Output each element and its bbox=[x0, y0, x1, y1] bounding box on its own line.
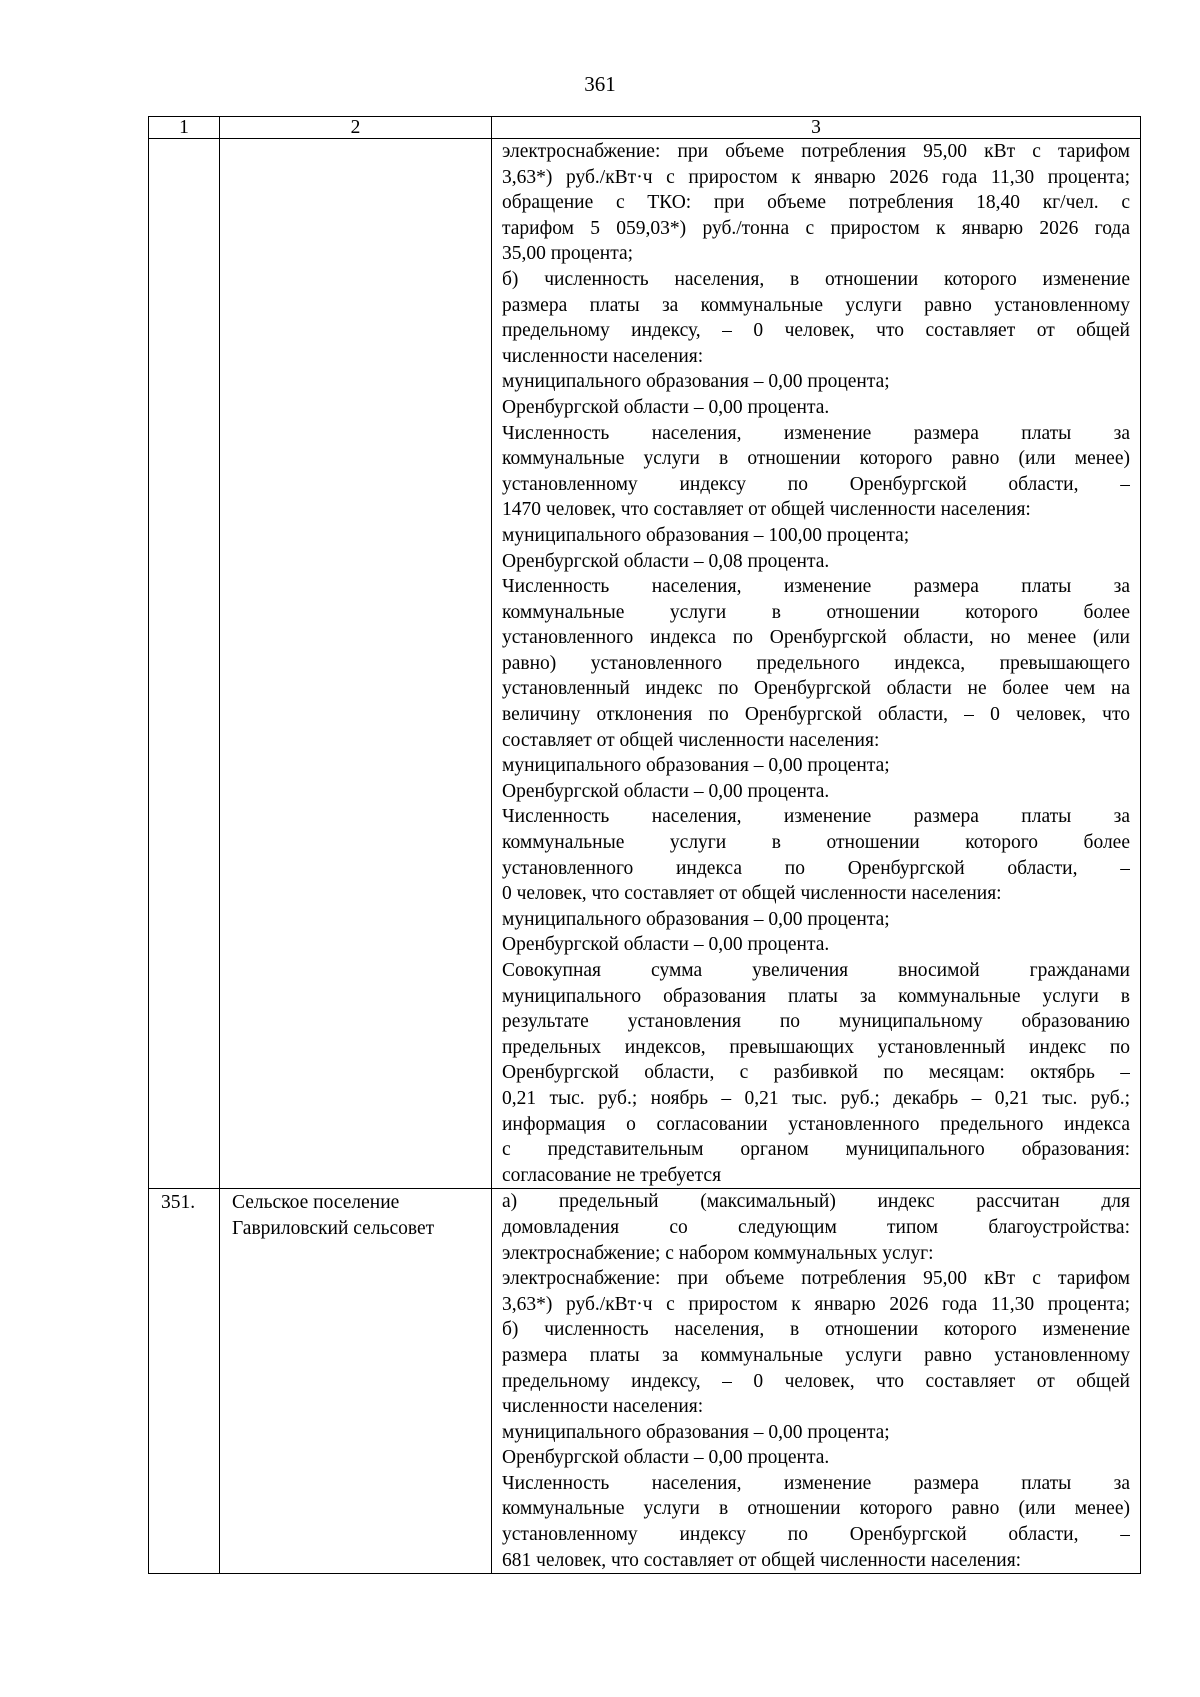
description-line: предельному индексу, – 0 человек, что составляет от общей bbox=[502, 1370, 1130, 1392]
tariff-description bbox=[492, 139, 1141, 1189]
description-line: 681 человек, что составляет от общей численности населения: bbox=[502, 1549, 1022, 1571]
description-line: Численность населения, изменение размера платы за bbox=[502, 1472, 1130, 1494]
description-line: Оренбургской области – 0,00 процента. bbox=[502, 396, 830, 418]
data-table bbox=[148, 116, 1141, 1574]
description-line: с представительным органом муниципального образования: bbox=[502, 1139, 1130, 1161]
municipality-name-line: Сельское поселение bbox=[232, 1192, 400, 1214]
column-header-1: 1 bbox=[149, 117, 220, 139]
description-line: предельному индексу, – 0 человек, что составляет от общей bbox=[502, 320, 1130, 342]
description-line: величину отклонения по Оренбургской области, – 0 человек, что bbox=[502, 704, 1130, 726]
description-line: Оренбургской области – 0,00 процента. bbox=[502, 934, 830, 956]
description-line: численности населения: bbox=[502, 1396, 704, 1418]
description-line: б) численность населения, в отношении которого изменение bbox=[502, 268, 1130, 290]
description-line: Численность населения, изменение размера платы за bbox=[502, 422, 1130, 444]
description-line: муниципального образования – 0,00 процента; bbox=[502, 755, 890, 777]
description-line: тарифом 5 059,03*) руб./тонна с приростом к январю 2026 года bbox=[502, 217, 1130, 239]
column-header-3: 3 bbox=[492, 117, 1141, 139]
description-line: численности населения: bbox=[502, 345, 704, 367]
description-line: результате установления по муниципальному образованию bbox=[502, 1011, 1130, 1033]
description-line: размера платы за коммунальные услуги равно установленному bbox=[502, 294, 1130, 316]
description-line: коммунальные услуги в отношении которого более bbox=[502, 601, 1130, 623]
table-row bbox=[149, 1189, 1141, 1574]
header-row bbox=[149, 117, 1141, 139]
description-line: установленному индексу по Оренбургской области, – bbox=[502, 1524, 1130, 1546]
municipality-name-line: Гавриловский сельсовет bbox=[232, 1217, 435, 1239]
description-line: 0,21 тыс. руб.; ноябрь – 0,21 тыс. руб.; декабрь – 0,21 тыс. руб.; bbox=[502, 1087, 1130, 1109]
description-line: б) численность населения, в отношении которого изменение bbox=[502, 1319, 1130, 1341]
description-line: электроснабжение: при объеме потребления 95,00 кВт с тарифом bbox=[502, 141, 1130, 162]
column-header-2: 2 bbox=[220, 117, 492, 139]
description-line: а) предельный (максимальный) индекс рассчитан для bbox=[502, 1191, 1130, 1213]
description-line: муниципального образования платы за коммунальные услуги в bbox=[502, 985, 1130, 1007]
description-line: Оренбургской области – 0,08 процента. bbox=[502, 550, 830, 572]
description-line: обращение с ТКО: при объеме потребления 18,40 кг/чел. с bbox=[502, 192, 1130, 214]
tariff-description bbox=[492, 1189, 1141, 1574]
municipality-name bbox=[220, 139, 492, 1189]
description-line: коммунальные услуги в отношении которого равно (или менее) bbox=[502, 1498, 1130, 1520]
description-line: согласование не требуется bbox=[502, 1164, 722, 1186]
description-line: муниципального образования – 0,00 процента; bbox=[502, 371, 890, 393]
description-line: 35,00 процента; bbox=[502, 243, 634, 265]
row-number: 351. bbox=[149, 1189, 220, 1574]
page-number: 361 bbox=[584, 72, 616, 96]
description-line: Численность населения, изменение размера платы за bbox=[502, 806, 1130, 828]
description-line: муниципального образования – 0,00 процента; bbox=[502, 1421, 890, 1443]
description-line: установленный индекс по Оренбургской области не более чем на bbox=[502, 678, 1130, 700]
description-line: муниципального образования – 0,00 процента; bbox=[502, 908, 890, 930]
row-number bbox=[149, 139, 220, 1189]
description-line: коммунальные услуги в отношении которого более bbox=[502, 832, 1130, 854]
description-line: Оренбургской области, с разбивкой по месяцам: октябрь – bbox=[502, 1062, 1130, 1084]
description-line: равно) установленного предельного индекса, превышающего bbox=[502, 652, 1130, 674]
description-line: установленного индекса по Оренбургской области, – bbox=[502, 857, 1130, 879]
description-line: 0 человек, что составляет от общей численности населения: bbox=[502, 883, 1002, 905]
description-line: электроснабжение; с набором коммунальных услуг: bbox=[502, 1242, 934, 1264]
description-line: электроснабжение: при объеме потребления 95,00 кВт с тарифом bbox=[502, 1268, 1130, 1290]
description-line: информация о согласовании установленного предельного индекса bbox=[502, 1113, 1130, 1135]
description-line: Совокупная сумма увеличения вносимой гражданами bbox=[502, 960, 1130, 981]
description-line: домовладения со следующим типом благоустройства: bbox=[502, 1216, 1130, 1238]
table-row bbox=[149, 139, 1141, 1189]
description-line: предельных индексов, превышающих установленный индекс по bbox=[502, 1036, 1130, 1058]
description-line: 1470 человек, что составляет от общей численности населения: bbox=[502, 499, 1031, 521]
municipality-name bbox=[220, 1189, 492, 1574]
description-line: 3,63*) руб./кВт·ч с приростом к январю 2026 года 11,30 процента; bbox=[502, 1293, 1130, 1315]
description-line: размера платы за коммунальные услуги равно установленному bbox=[502, 1344, 1130, 1366]
description-line: Численность населения, изменение размера платы за bbox=[502, 576, 1130, 598]
description-line: коммунальные услуги в отношении которого равно (или менее) bbox=[502, 448, 1130, 470]
description-line: муниципального образования – 100,00 процента; bbox=[502, 524, 910, 546]
description-line: Оренбургской области – 0,00 процента. bbox=[502, 1447, 830, 1469]
description-line: установленного индекса по Оренбургской области, но менее (или bbox=[502, 627, 1130, 649]
description-line: Оренбургской области – 0,00 процента. bbox=[502, 780, 830, 802]
description-line: 3,63*) руб./кВт·ч с приростом к январю 2026 года 11,30 процента; bbox=[502, 166, 1130, 188]
description-line: составляет от общей численности населения: bbox=[502, 729, 880, 751]
description-line: установленному индексу по Оренбургской области, – bbox=[502, 473, 1130, 495]
